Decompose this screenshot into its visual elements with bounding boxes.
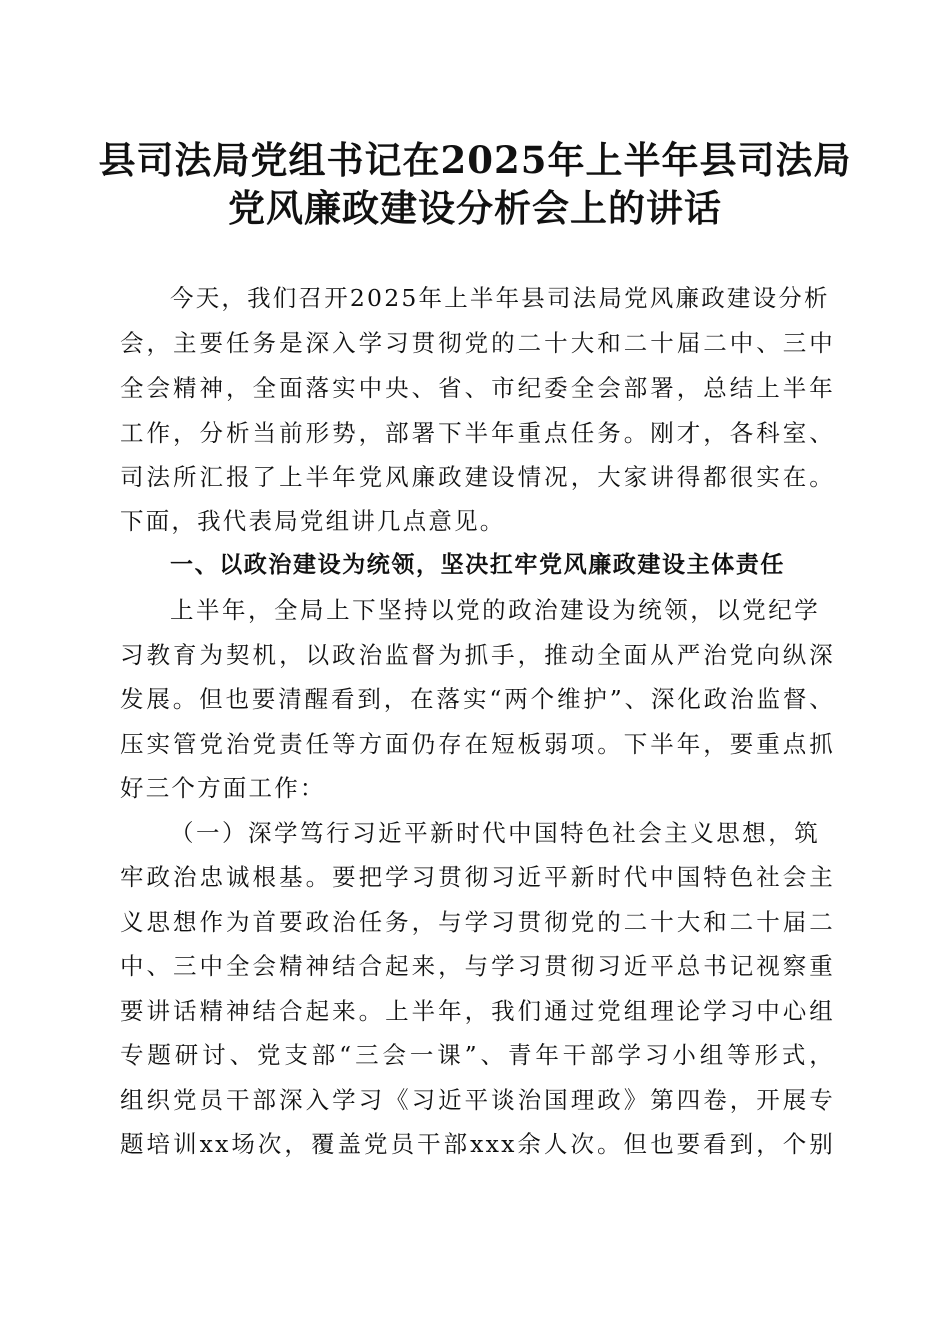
body-line-6: 下面，我代表局党组讲几点意见。 — [120, 507, 506, 535]
body-line-1: 今天，我们召开2025年上半年县司法局党风廉政建设分析 — [170, 284, 830, 312]
body-line-3: 全会精神，全面落实中央、省、市纪委全会部署，总结上半年 — [120, 374, 835, 402]
section-heading-1: 一、以政治建设为统领，坚决扛牢党风廉政建设主体责任 — [170, 552, 785, 578]
document-title-line-1: 县司法局党组书记在2025年上半年县司法局 — [98, 138, 852, 182]
body-line-12: 牢政治忠诚根基。要把学习贯彻习近平新时代中国特色社会主 — [120, 863, 835, 891]
document-title-line-2: 党风廉政建设分析会上的讲话 — [228, 186, 722, 230]
body-line-16: 专题研讨、党支部“三会一课”、青年干部学习小组等形式， — [120, 1041, 835, 1069]
body-line-14: 中、三中全会精神结合起来，与学习贯彻习近平总书记视察重 — [120, 952, 835, 980]
body-line-17: 组织党员干部深入学习《习近平谈治国理政》第四卷，开展专 — [120, 1086, 835, 1114]
body-line-15: 要讲话精神结合起来。上半年，我们通过党组理论学习中心组 — [120, 997, 835, 1025]
body-line-10: 压实管党治党责任等方面仍存在短板弱项。下半年，要重点抓 — [120, 730, 835, 758]
body-line-4: 工作，分析当前形势，部署下半年重点任务。刚才，各科室、 — [120, 419, 835, 447]
body-line-5: 司法所汇报了上半年党风廉政建设情况，大家讲得都很实在。 — [120, 463, 835, 491]
body-line-13: 义思想作为首要政治任务，与学习贯彻党的二十大和二十届二 — [120, 908, 835, 936]
body-line-11: 好三个方面工作： — [120, 774, 326, 802]
body-line-18: 题培训xx场次，覆盖党员干部xxx余人次。但也要看到，个别 — [120, 1130, 835, 1158]
body-line-2: 会，主要任务是深入学习贯彻党的二十大和二十届二中、三中 — [120, 329, 835, 357]
body-line-9: 发展。但也要清醒看到，在落实“两个维护”、深化政治监督、 — [120, 685, 835, 713]
body-line-8: 习教育为契机，以政治监督为抓手，推动全面从严治党向纵深 — [120, 641, 835, 669]
body-line-7: 上半年，全局上下坚持以党的政治建设为统领，以党纪学 — [170, 596, 820, 624]
subsection-heading-1: （一）深学笃行习近平新时代中国特色社会主义思想，筑 — [170, 819, 820, 847]
